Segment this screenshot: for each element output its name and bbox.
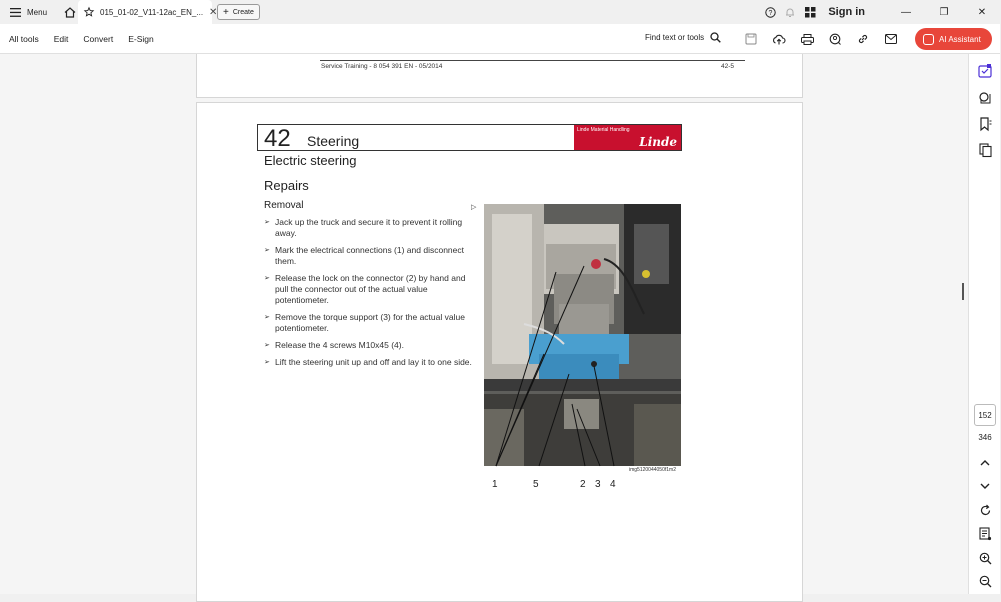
tool-icons <box>740 29 902 49</box>
callout-label: 3 <box>595 479 601 490</box>
play-marker-icon: ▷ <box>471 204 477 211</box>
pages-panel-icon[interactable] <box>977 142 993 158</box>
close-icon: ✕ <box>977 6 987 18</box>
document-viewer[interactable] <box>0 54 968 594</box>
previous-page <box>196 54 803 98</box>
footer-text: Service Training - 8 054 391 EN - 05/2014 <box>321 63 443 70</box>
save-icon[interactable] <box>740 29 762 49</box>
steering-unit-photo <box>484 204 681 466</box>
brand-subtitle: Linde Material Handling <box>577 127 630 133</box>
create-button[interactable] <box>217 4 260 20</box>
zoom-out-icon[interactable] <box>977 573 993 589</box>
esign-menu[interactable]: E-Sign <box>128 33 154 44</box>
step-item: ➢ Mark the electrical connections (1) and disconnect them. <box>264 245 474 267</box>
page-settings-icon[interactable] <box>977 526 993 542</box>
right-sidebar <box>968 54 1000 594</box>
step-item: ➢ Release the lock on the connector (2) by hand and pull the connector out of the actual value potentiometer. <box>264 273 474 306</box>
section-title: Electric steering <box>264 153 357 168</box>
zoom-in-icon[interactable] <box>977 550 993 566</box>
comment-panel-icon[interactable] <box>977 63 993 79</box>
chevron-down-icon[interactable] <box>977 478 993 494</box>
create-label: Create <box>232 8 254 16</box>
cloud-upload-icon[interactable] <box>768 29 790 49</box>
heading-removal: Removal <box>264 200 304 211</box>
removal-steps <box>264 217 474 374</box>
menu-button[interactable] <box>0 0 57 24</box>
callout-label: 4 <box>610 479 616 490</box>
footer-page-number: 42-5 <box>721 63 735 70</box>
link-icon[interactable] <box>852 29 874 49</box>
vertical-scrollbar-thumb[interactable] <box>962 283 964 300</box>
sign-in-link[interactable]: Sign in <box>828 6 865 18</box>
linde-logo-banner <box>574 125 681 150</box>
chapter-header <box>257 124 682 151</box>
step-item: ➢ Remove the torque support (3) for the actual value potentiometer. <box>264 312 474 334</box>
menu-label: Menu <box>27 7 48 17</box>
edit-menu[interactable]: Edit <box>53 33 69 44</box>
ai-assistant-button[interactable] <box>915 28 992 50</box>
convert-menu[interactable]: Convert <box>83 33 114 44</box>
step-item: ➢ Jack up the truck and secure it to prevent it rolling away. <box>264 217 474 239</box>
chapter-number: 42 <box>264 125 291 152</box>
minimize-icon: — <box>901 6 911 18</box>
print-icon[interactable] <box>796 29 818 49</box>
total-pages: 346 <box>978 433 992 442</box>
svg-text:?: ? <box>768 9 773 17</box>
apps-grid-icon[interactable] <box>800 0 820 24</box>
restore-icon: ❐ <box>939 6 949 18</box>
plus-icon: + <box>223 6 229 18</box>
callout-label: 1 <box>492 479 498 490</box>
toolbar <box>0 24 1000 54</box>
close-window-button[interactable] <box>963 0 1001 24</box>
bell-icon[interactable] <box>780 0 800 24</box>
email-icon[interactable] <box>880 29 902 49</box>
step-item: ➢ Release the 4 screws M10x45 (4). <box>264 340 474 351</box>
chevron-up-icon[interactable] <box>977 454 993 470</box>
find-tools[interactable] <box>645 32 721 43</box>
bookmark-icon[interactable] <box>977 116 993 132</box>
current-page <box>196 102 803 602</box>
star-icon[interactable] <box>84 7 94 17</box>
current-page-input[interactable]: 152 <box>974 404 996 426</box>
document-tab[interactable] <box>78 0 218 24</box>
help-icon[interactable] <box>760 0 780 24</box>
hamburger-icon <box>10 8 21 17</box>
ai-assistant-icon <box>923 34 934 45</box>
step-item: ➢ Lift the steering unit up and off and lay it to one side. <box>264 357 474 368</box>
linde-logo: Linde <box>639 135 677 149</box>
chapter-title: Steering <box>307 133 360 149</box>
minimize-button[interactable] <box>887 0 925 24</box>
all-tools-menu[interactable]: All tools <box>9 33 39 44</box>
callout-label: 2 <box>580 479 586 490</box>
titlebar-right <box>760 0 1001 24</box>
home-icon <box>64 7 76 18</box>
image-caption: img5120044050f1m2 <box>629 467 676 473</box>
callout-label: 5 <box>533 479 539 490</box>
search-panel-icon[interactable] <box>977 90 993 106</box>
restore-button[interactable] <box>925 0 963 24</box>
search-icon <box>710 32 721 43</box>
ai-assistant-label: AI Assistant <box>939 34 981 44</box>
find-label: Find text or tools <box>645 33 705 42</box>
rotate-icon[interactable] <box>977 502 993 518</box>
footer-rule <box>320 60 745 61</box>
close-tab-icon[interactable]: ✕ <box>209 6 218 18</box>
heading-repairs: Repairs <box>264 178 309 193</box>
share-review-icon[interactable] <box>824 29 846 49</box>
tab-title: 015_01-02_V11-12ac_EN_... <box>100 7 204 17</box>
